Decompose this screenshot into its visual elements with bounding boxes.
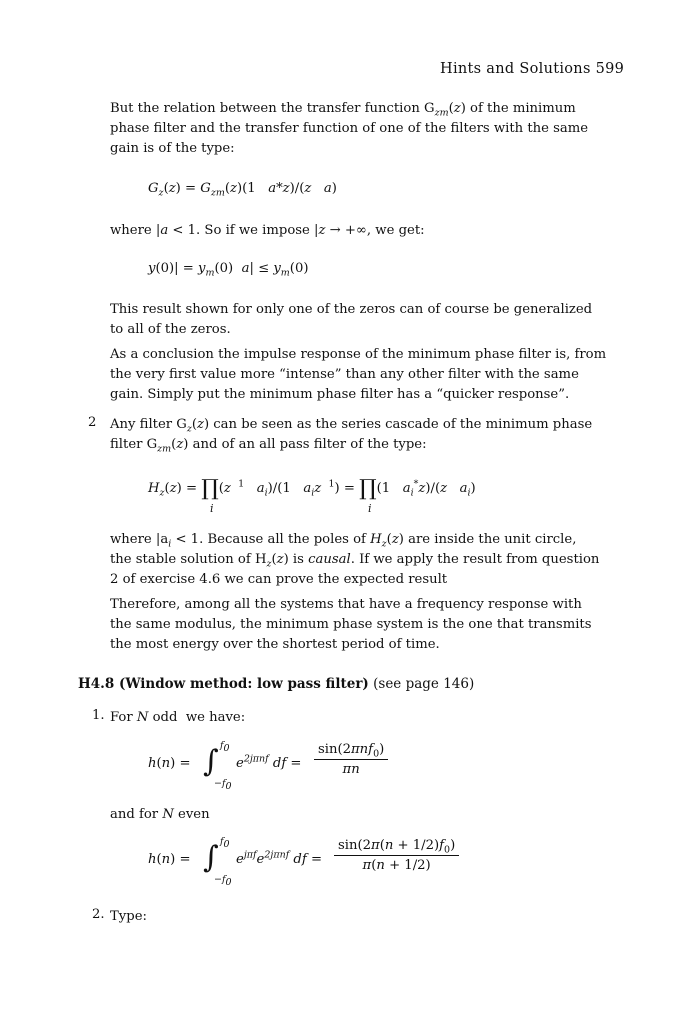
equation-hz: $H_z(z)$ = ∏(z $^1$ $a_i)/(1$ $a_iz$ $^1$) = ∏(1 $a_i^*z)/(z$ $a_i$) i i — [148, 476, 476, 515]
equation-gz: $G_z(z) = G_{zm}(z)(1$ a*z)/(z a) — [148, 181, 337, 199]
equation-h-even: h(n) = ∫ $f_0$ $-f_0$ $e^{j\pi f}e^{2j\pi nf}$ df = $\frac{\sin(2\pi(n + 1/2)f_0)}{\pi(n + 1/2)}$ — [148, 834, 568, 894]
item-2-paragraph: Any filter $G_z(z)$ can be seen as the series cascade of the minimum phase filter $G_{zm}(z)$ and of an all pass filter of the type: — [110, 417, 593, 455]
equation-y0: $y(0)| = y_m(0) a| \le y_m(0)$ — [148, 261, 309, 279]
item-2-number: 2 — [88, 415, 97, 430]
page-header: Hints and Solutions 599 — [440, 61, 625, 77]
and-for-even: and for N even — [110, 807, 210, 822]
item-w2-text: Type: — [110, 909, 147, 924]
section-title: H4.8 (Window method: low pass filter) — [78, 676, 369, 692]
intro-line-2: phase filter and the transfer function of one of the filters with the same — [110, 121, 589, 136]
section-ref: (see page 146) — [373, 676, 475, 692]
item-w1-text: For N odd we have: — [110, 710, 246, 725]
item-w1-number: 1. — [92, 708, 105, 723]
intro-line-3: gain is of the type: — [110, 141, 235, 156]
where-paragraph-1: where |a < 1. So if we impose |z → +∞, we get: — [110, 223, 425, 238]
section-heading — [78, 676, 474, 692]
intro-line-1: But the relation between the transfer function $G_{zm}(z)$ of the minimum — [110, 101, 576, 119]
where-paragraph-2: where $|a_i < 1$. Because all the poles of $H_z(z)$ are inside the unit circle, the stable solution of $H_z(z)$ is causal. If we apply the result from question 2 of exercise 4.6 we can prove the expected result — [110, 532, 600, 587]
result-paragraph: This result shown for only one of the zeros can of course be generalized to all of the zeros. — [110, 302, 593, 337]
item-w2-number: 2. — [92, 907, 105, 922]
conclusion-paragraph: As a conclusion the impulse response of the minimum phase filter is, from the very first value more “intense” than any other filter with the same gain. Simply put the minimum phase filter has a “quicker response”. — [110, 347, 607, 402]
equation-h-odd: h(n) = ∫ $f_0$ $-f_0$ $e^{2j\pi nf}$ df = sin(2πnf$_0$) πn — [148, 738, 568, 798]
therefore-paragraph: Therefore, among all the systems that have a frequency response with the same modulus, the minimum phase system is the one that transmits the most energy over the shortest period of time. — [110, 597, 592, 652]
intro-paragraph — [110, 99, 610, 159]
